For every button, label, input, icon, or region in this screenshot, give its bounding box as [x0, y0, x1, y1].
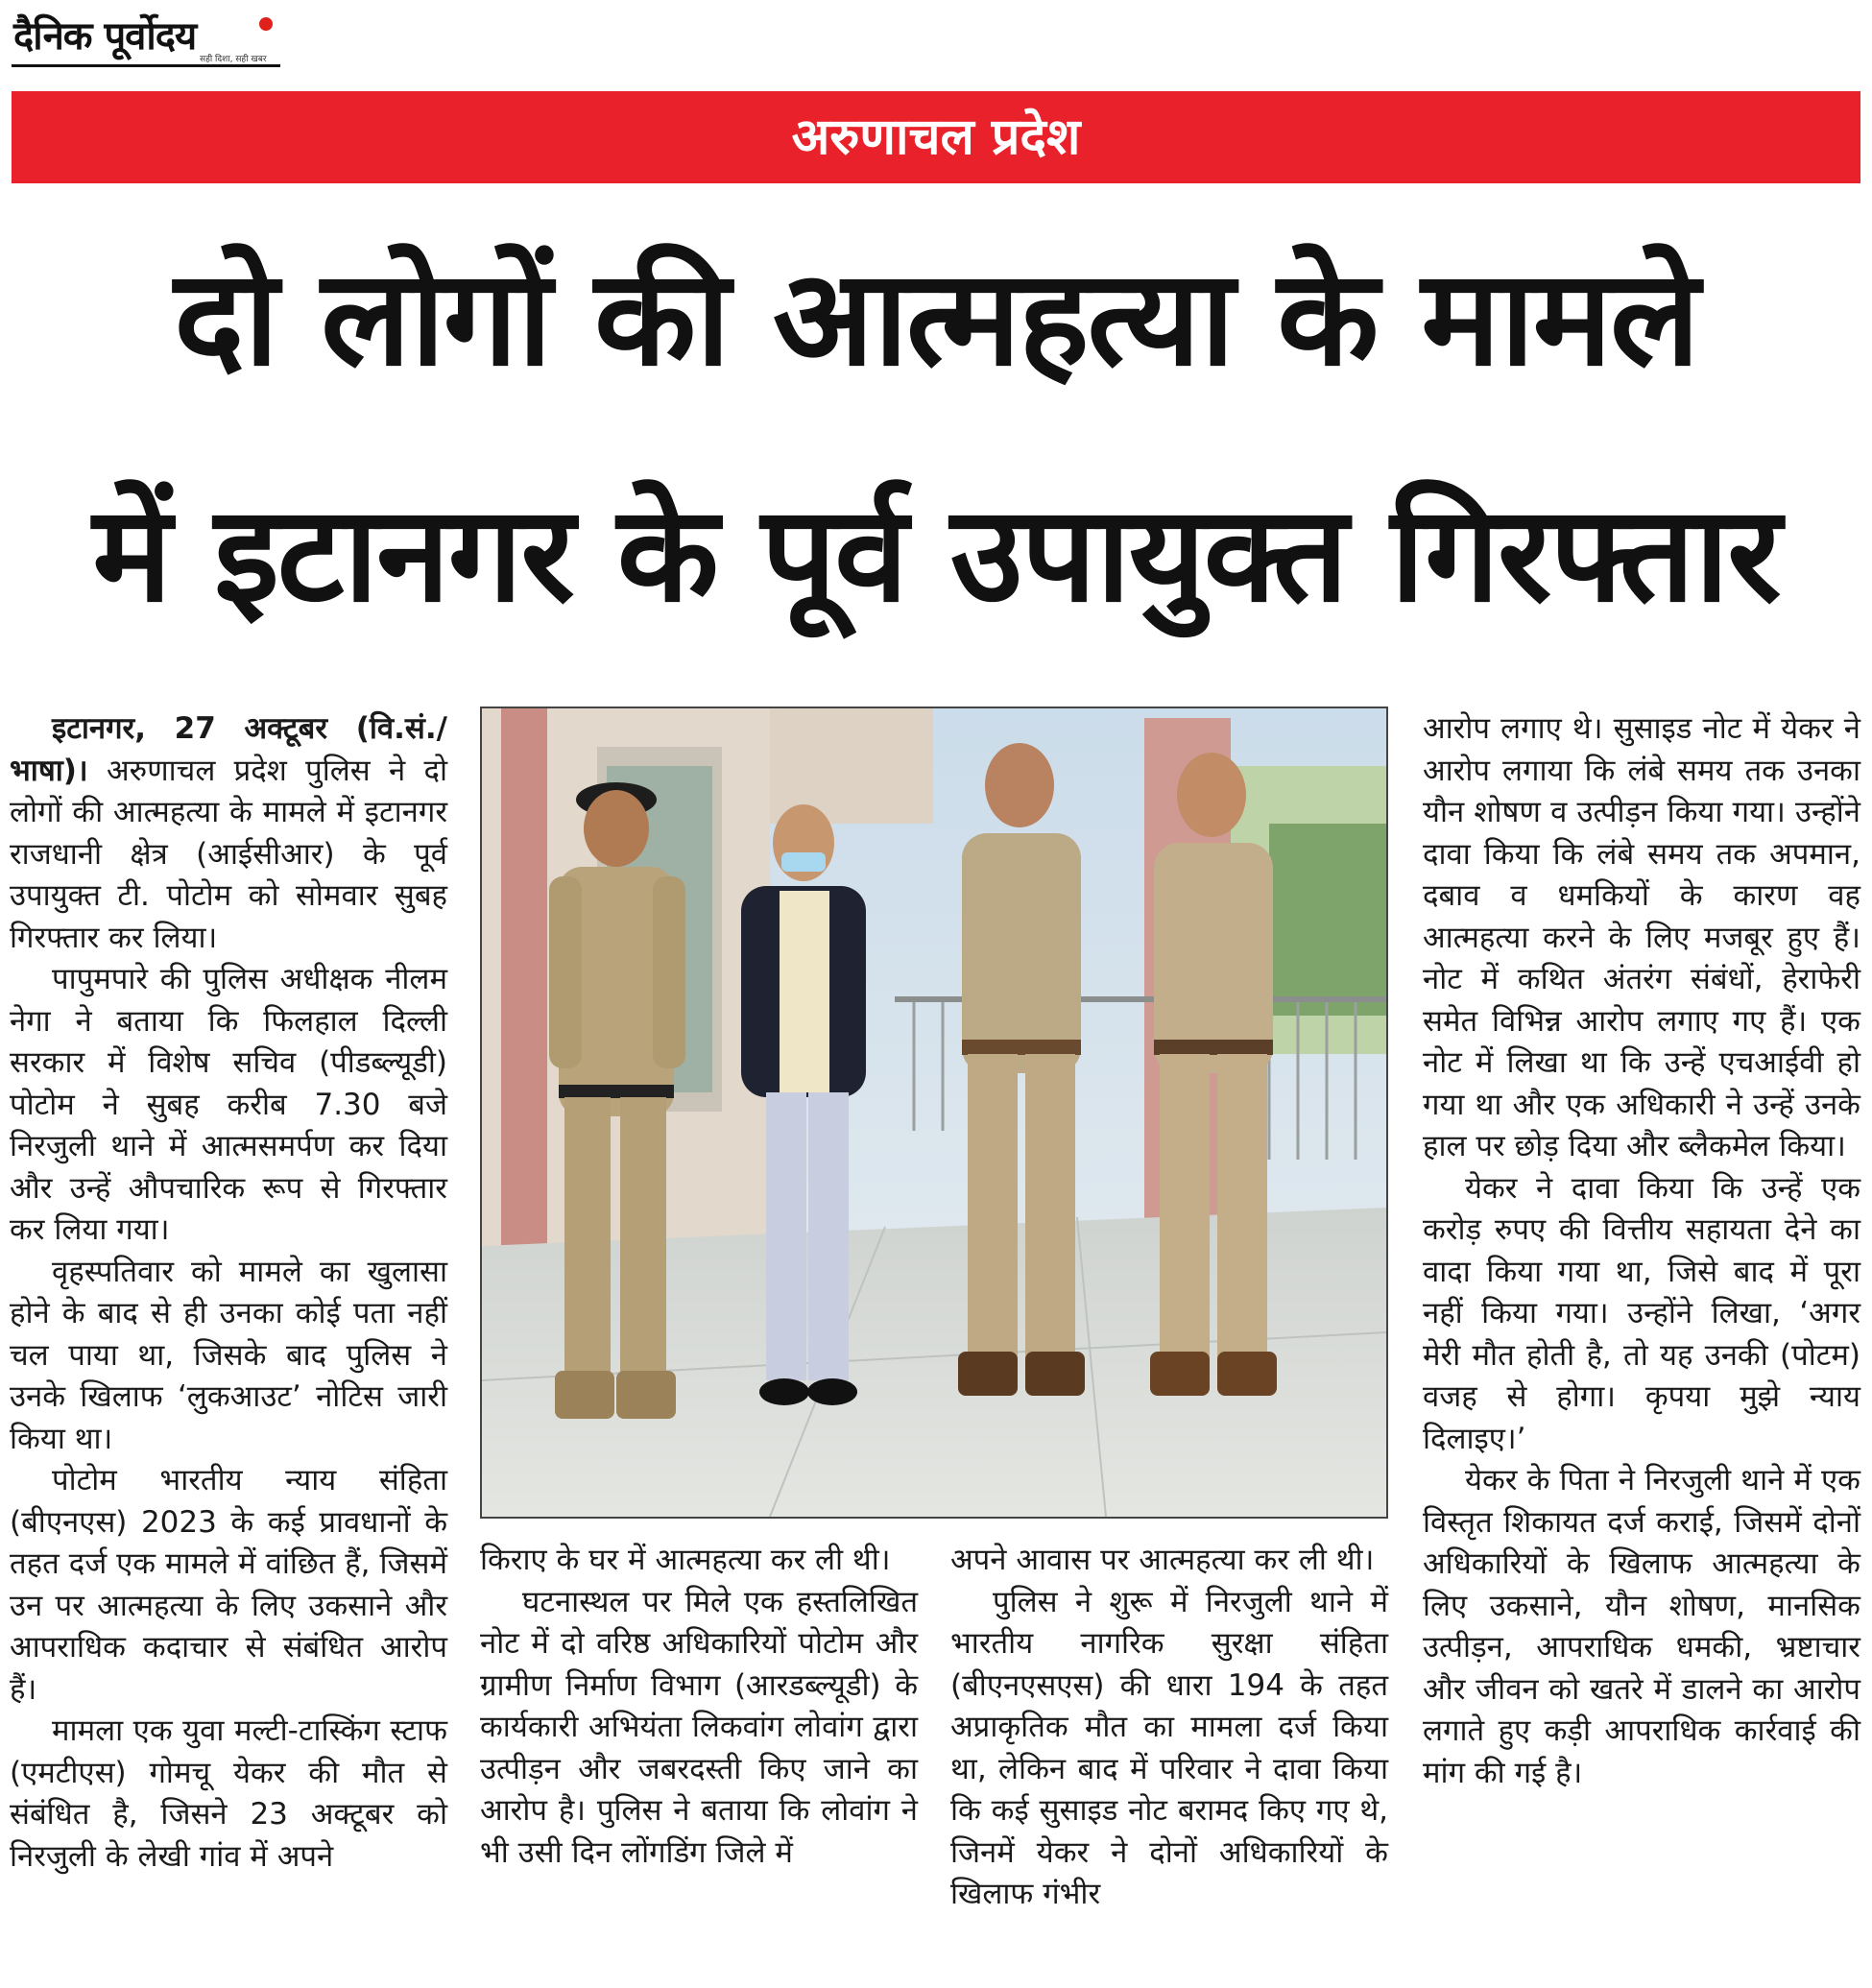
- paragraph-text: अरुणाचल प्रदेश पुलिस ने दो लोगों की आत्महत्या के मामले में इटानगर राजधानी क्षेत्र (आईसीआर) के पूर्व उपायुक्त टी. पोटोम को सोमवार सुबह गिरफ्तार कर लिया।: [10, 753, 447, 955]
- article-paragraph: पोटोम भारतीय न्याय संहिता (बीएनएस) 2023 के कई प्रावधानों के तहत दर्ज एक मामले में वांछित हैं, जिसमें उन पर आत्महत्या के लिए उकसाने और आपराधिक कदाचार से संबंधित आरोप हैं।: [10, 1463, 447, 1707]
- article-paragraph: आरोप लगाए थे। सुसाइड नोट में येकर ने आरोप लगाया कि लंबे समय तक उनका यौन शोषण व उत्पीड़न किया गया। उन्होंने दावा किया कि लंबे समय तक अपमान, दबाव व धमकियों के कारण वह आत्महत्या करने के लिए मजबूर हुए हैं। नोट में कथित अंतरंग संबंधों, हेराफेरी समेत विभिन्न आरोप लगाए गए हैं। एक नोट में लिखा था कि उन्हें एचआईवी हो गया था और एक अधिकारी ने उन्हें उनके हाल पर छोड़ दिया और ब्लैकमेल किया।: [1423, 711, 1860, 1163]
- newspaper-masthead: [12, 8, 280, 67]
- masthead-tagline: सही दिशा, सही खबर: [200, 55, 267, 64]
- article-paragraph: घटनास्थल पर मिले एक हस्तलिखित नोट में दो वरिष्ठ अधिकारियों पोटोम और ग्रामीण निर्माण विभाग (आरडब्ल्यूडी) के कार्यकारी अभियंता लिकवांग लोवांग द्वारा उत्पीड़न और जबरदस्ती किए जाने का आरोप है। पुलिस ने बताया कि लोवांग ने भी उसी दिन लोंगडिंग जिले में: [480, 1584, 918, 1870]
- article-column-2: [480, 1540, 918, 1874]
- article-paragraph: मामला एक युवा मल्टी-टास्किंग स्टाफ (एमटीएस) गोमचू येकर की मौत से संबंधित है, जिसने 23 अक्टूबर को निरजुली के लेखी गांव में अपने: [10, 1713, 447, 1874]
- article-paragraph: अपने आवास पर आत्महत्या कर ली थी।: [950, 1543, 1375, 1577]
- dateline: इटानगर, 27 अक्टूबर (वि.सं./भाषा)।: [10, 711, 447, 788]
- headline-line-2: में इटानगर के पूर्व उपायुक्त गिरफ्तार: [92, 477, 1780, 632]
- article-paragraph: येकर के पिता ने निरजुली थाने में एक विस्तृत शिकायत दर्ज कराई, जिसमें दोनों अधिकारियों के खिलाफ आत्महत्या के लिए उकसाने, यौन शोषण, मानसिक उत्पीड़न, आपराधिक धमकी, भ्रष्टाचार और जीवन को खतरे में डालने का आरोप लगाते हुए कड़ी आपराधिक कार्रवाई की मांग की गई है।: [1423, 1463, 1860, 1790]
- headline-line-1: दो लोगों की आत्महत्या के मामले: [174, 241, 1698, 395]
- article-column-4: [1423, 708, 1860, 1794]
- article-paragraph: पुलिस ने शुरू में निरजुली थाने में भारतीय नागरिक सुरक्षा संहिता (बीएनएसएस) की धारा 194 के तहत अप्राकृतिक मौत का मामला दर्ज किया था, लेकिन बाद में परिवार ने दावा किया कि कई सुसाइड नोट बरामद किए गए थे, जिनमें येकर ने दोनों अधिकारियों के खिलाफ गंभीर: [950, 1584, 1388, 1911]
- article-paragraph: वृहस्पतिवार को मामले का खुलासा होने के बाद से ही उनका कोई पता नहीं चल पाया था, जिसके बाद पुलिस ने उनके खिलाफ ‘लुकआउट’ नोटिस जारी किया था।: [10, 1254, 447, 1456]
- article-column-1: [10, 708, 447, 1878]
- article-paragraph: पापुमपारे की पुलिस अधीक्षक नीलम नेगा ने बताया कि फिलहाल दिल्ली सरकार में विशेष सचिव (पीडब्ल्यूडी) पोटोम ने सुबह करीब 7.30 बजे निरजुली थाने में आत्मसमर्पण कर दिया और उन्हें औपचारिक रूप से गिरफ्तार कर लिया गया।: [10, 962, 447, 1247]
- news-photo: [480, 707, 1388, 1519]
- section-label: अरुणाचल प्रदेश: [791, 108, 1081, 166]
- article-paragraph: येकर ने दावा किया कि उन्हें एक करोड़ रुपए की वित्तीय सहायता देने का वादा किया गया था, जिसे बाद में पूरा नहीं किया गया। उन्होंने लिखा, ‘अगर मेरी मौत होती है, तो यह उनकी (पोटम) वजह से होगा। कृपया मुझे न्याय दिलाइए।’: [1423, 1170, 1860, 1456]
- masthead-title: दैनिक पूर्वोदय: [13, 14, 197, 59]
- section-banner: [12, 91, 1860, 183]
- article-paragraph: [10, 708, 447, 959]
- article-column-3: [950, 1540, 1388, 1916]
- photo-illustration: [482, 708, 1386, 1517]
- masthead-logo-dot: [259, 17, 273, 31]
- article-paragraph: किराए के घर में आत्महत्या कर ली थी।: [480, 1543, 891, 1577]
